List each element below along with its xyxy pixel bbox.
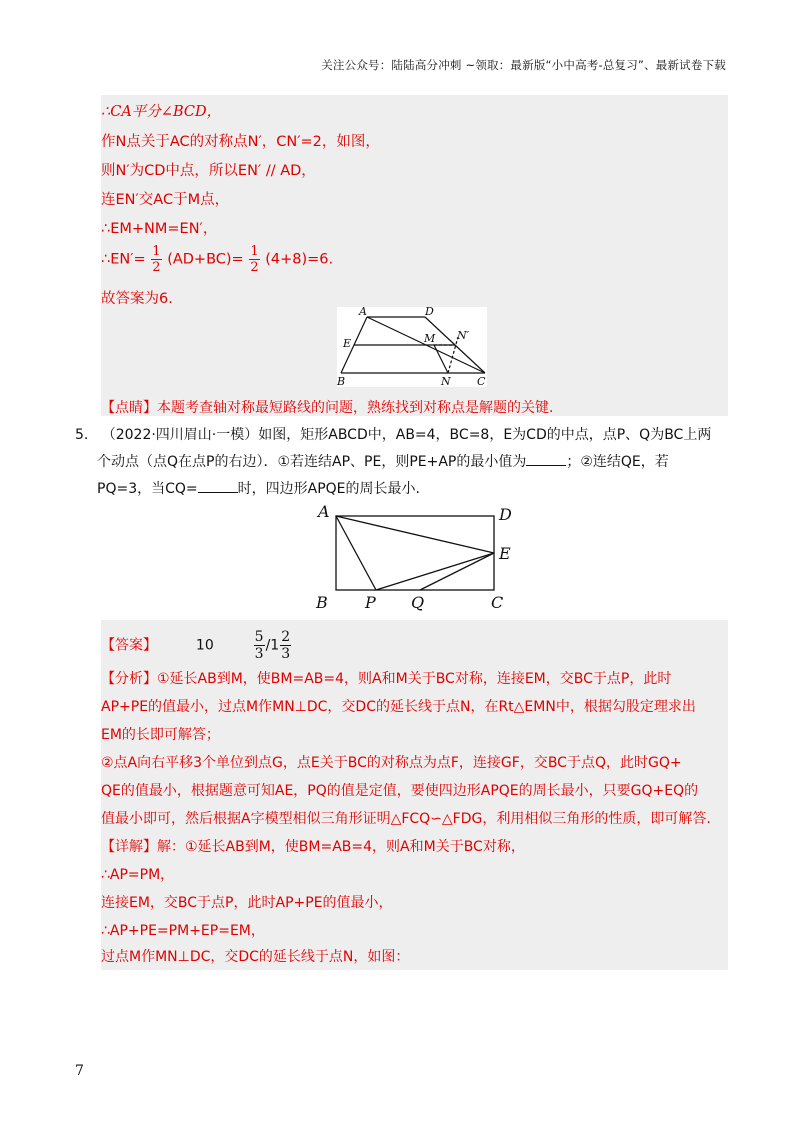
tip-label: 【点睛】: [101, 400, 157, 416]
fig1-label-N: N: [441, 375, 451, 387]
detail-line-5: 过点M作MN⊥DC，交DC的延长线于点N，如图：: [101, 949, 410, 965]
fig2-label-A: A: [318, 502, 330, 521]
solution-line-6c: (4+8)=6.: [265, 251, 334, 268]
analysis-line-1: 【分析】①延长AB到M，使BM=AB=4，则A和M关于BC对称，连接EM，交BC于点P，此时: [101, 671, 672, 687]
answer-fraction-2: $\frac{2}{3}$: [281, 629, 291, 662]
analysis-line-5: QE的值最小，根据题意可知AE，PQ的值是定值，要使四边形APQE的周长最小，只要GQ+EQ的: [101, 783, 699, 799]
solution-line-6b: (AD+BC)=: [167, 251, 244, 268]
analysis-line-3: EM的长即可解答；: [101, 727, 220, 743]
question-number: 5.: [75, 427, 89, 443]
answer-blank-2: [198, 480, 238, 493]
page-number: 7: [75, 1063, 84, 1079]
analysis-line-6: 值最小即可，然后根据A字模型相似三角形证明△FCQ∽△FDG，利用相似三角形的性质，即可解答.: [101, 811, 711, 827]
half-fraction-2: $\frac{1}{2}$: [250, 244, 259, 275]
solution-block-prev: [101, 95, 728, 416]
fig1-label-C: C: [477, 375, 486, 387]
solution-line-3: 则N′为CD中点，所以EN′ // AD，: [101, 163, 316, 179]
fig2-label-Q: Q: [411, 593, 425, 612]
detail-line-4: ∴AP+PE=PM+EP=EM，: [101, 923, 265, 939]
solution-line-5: ∴EM+NM=EN′，: [101, 221, 218, 237]
question-5: [75, 422, 735, 503]
answer-label: 【答案】: [101, 637, 157, 654]
rectangle-figure: [310, 502, 520, 614]
detail-line-2: ∴AP=PM，: [101, 867, 175, 883]
fig1-label-M: M: [424, 332, 436, 345]
solution-line-2: 作N点关于AC的对称点N′，CN′=2，如图，: [101, 134, 380, 150]
fig1-label-D: D: [425, 307, 434, 318]
fig1-label-A: A: [359, 307, 367, 318]
answer-separator: /1: [265, 637, 280, 654]
detail-line-1: 【详解】解：①延长AB到M，使BM=AB=4，则A和M关于BC对称，: [101, 839, 525, 855]
trapezoid-figure: [337, 307, 487, 387]
half-fraction-1: $\frac{1}{2}$: [152, 244, 161, 275]
fig2-label-D: D: [499, 505, 512, 524]
answer-blank-1: [526, 453, 566, 466]
answer-fraction-1: $\frac{5}{3}$: [254, 629, 264, 662]
tip-text: 本题考查轴对称最短路线的问题，熟练找到对称点是解题的关键.: [157, 400, 554, 416]
fig2-label-B: B: [316, 593, 328, 612]
solution-line-1: ∴CA平分∠BCD，: [101, 104, 222, 120]
fig2-label-C: C: [491, 593, 504, 612]
fig2-label-P: P: [365, 593, 376, 612]
tip-line: [101, 397, 553, 417]
solution-line-4: 连EN′交AC于M点，: [101, 192, 230, 208]
fig1-label-E: E: [343, 337, 352, 350]
question-line-1: [75, 422, 735, 449]
fig1-label-N-prime: N′: [457, 329, 470, 342]
question-line-2: 个动点（点Q在点P的右边）．①若连结AP、PE，则PE+AP的最小值为 ；②连结QE，若: [97, 454, 669, 470]
question-text-1: （2022·四川眉山·一模）如图，矩形ABCD中，AB=4，BC=8，E为CD的中点，点P、Q为BC上两: [101, 427, 712, 443]
answer-value-1: 10: [195, 637, 214, 654]
solution-line-7: 故答案为6.: [101, 291, 173, 307]
solution-line-6: [101, 245, 333, 274]
detail-label: 【详解】: [101, 839, 157, 855]
analysis-line-4: ②点A向右平移3个单位到点G，点E关于BC的对称点为点F，连接GF，交BC于点Q，此时GQ+: [101, 755, 682, 771]
page-header: 关注公众号：陆陆高分冲刺 ~领取：最新版“小中高考-总复习”、最新试卷下载: [321, 58, 726, 72]
analysis-line-2: AP+PE的值最小，过点M作MN⊥DC，交DC的延长线于点N，在Rt△EMN中，根据勾股定理求出: [101, 699, 696, 715]
analysis-label: 【分析】: [101, 671, 157, 687]
fig2-label-E: E: [499, 544, 511, 563]
answer-block: [101, 620, 728, 970]
answer-line: [101, 630, 292, 661]
detail-line-3: 连接EM，交BC于点P，此时AP+PE的值最小，: [101, 895, 393, 911]
solution-line-6a: ∴EN′=: [101, 251, 146, 268]
fig1-label-B: B: [337, 375, 346, 387]
question-line-3: PQ=3，当CQ= 时，四边形APQE的周长最小.: [97, 481, 420, 497]
